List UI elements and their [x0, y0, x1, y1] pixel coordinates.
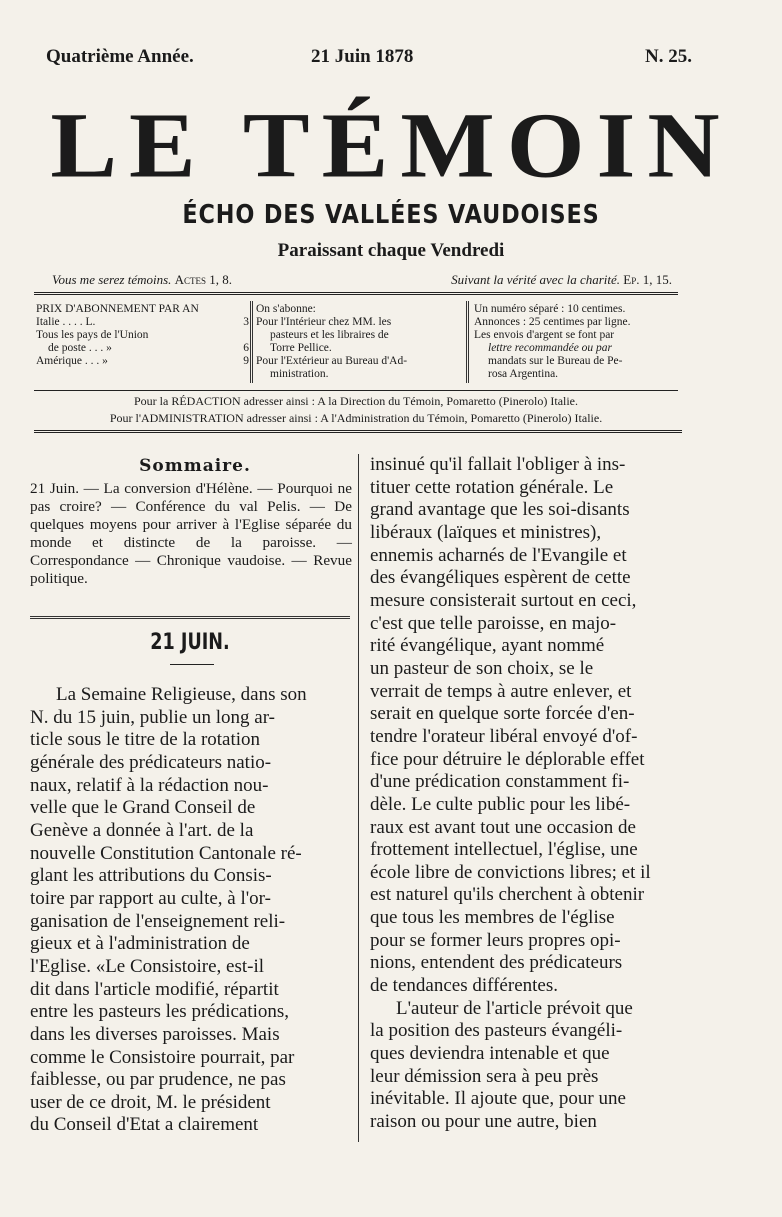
issue-date: 21 Juin 1878 [311, 46, 414, 67]
motto-left [52, 272, 232, 288]
article-line: leur démission sera à peu près [370, 1065, 599, 1087]
article-line: entre les pasteurs les prédications, [30, 1001, 290, 1023]
rates-column: Un numéro séparé : 10 centimes. Annonces : 25 centimes par ligne. Les envois d'argent se font par lettre recommandée ou par mandats sur le Bureau de Pe- rosa Argentina. [474, 303, 631, 380]
price-row: de poste . . . » 6 [48, 342, 249, 354]
article-line: nouvelle Constitution Cantonale ré- [30, 842, 302, 864]
motto-right-text: Suivant la vérité avec la charité. [451, 272, 621, 287]
price-column [36, 303, 249, 368]
article-line: dans les diverses paroisses. Mais [30, 1023, 280, 1045]
article-line: ticle sous le titre de la rotation [30, 729, 261, 751]
article-line: d'une prédication constamment fi- [370, 771, 630, 793]
article-line: faiblesse, ou par prudence, ne pas [30, 1069, 286, 1091]
article-line: générale des prédicateurs natio- [30, 751, 272, 773]
subscription-box [34, 292, 678, 391]
price-row: Italie . . . . L. 3 [36, 316, 249, 328]
issue-year: Quatrième Année. [46, 46, 194, 67]
price-title: PRIX D'ABONNEMENT PAR AN [36, 303, 199, 315]
sommaire-title: Sommaire. [139, 456, 251, 476]
article-line: comme le Consistoire pourrait, par [30, 1046, 295, 1068]
article-line: un pasteur de son choix, se le [370, 657, 594, 679]
article-line: nions, entendent des prédicateurs [370, 952, 623, 974]
article-line: grand avantage que les soi-disants [370, 499, 630, 521]
article-column-right [370, 454, 692, 1134]
motto-right [451, 272, 672, 288]
article-line: verrait de temps à autre enlever, et [370, 680, 632, 702]
article-line: libéraux (laïques et ministres), [370, 521, 602, 543]
divider [30, 616, 350, 619]
article-line: c'est que telle paroisse, en majo- [370, 612, 617, 634]
article-line: du Conseil d'Etat a clairement [30, 1114, 259, 1136]
article-line: école libre de convictions libres; et il [370, 861, 651, 883]
article-title: 21 JUIN. [150, 630, 230, 655]
title-dash [170, 664, 214, 665]
masthead-title: LE TÉMOIN [50, 93, 732, 198]
sommaire-text: 21 Juin. — La conversion d'Hélène. — Pourquoi ne pas croire? — Conférence du val Pelis. — De quelques moyens pour arriver à l'Eglise séparée du monde et distincte de la paroisse. — Correspondance — Chronique vaudoise. — Revue politique. [30, 480, 352, 587]
article-line: dèle. Le culte public pour les libé- [370, 793, 631, 815]
column-divider [250, 301, 253, 383]
article-column-left [30, 684, 350, 1137]
administration-address: Pour l'ADMINISTRATION adresser ainsi : A l'Administration du Témoin, Pomaretto (Pinerolo) Italie. [109, 411, 603, 425]
article-line: naux, relatif à la rédaction nou- [30, 774, 269, 796]
article-line: mesure consisterait surtout en ceci, [370, 589, 637, 611]
article-line: inévitable. Il ajoute que, pour une [370, 1088, 626, 1110]
column-divider [466, 301, 469, 383]
subscribe-column: On s'abonne: Pour l'Intérieur chez MM. les pasteurs et les libraires de Torre Pellice. Pour l'Extérieur au Bureau d'Ad- ministration. [256, 303, 408, 380]
article-line: des évangéliques espèrent de cette [370, 567, 631, 589]
price-row: Amérique . . . » 9 [36, 355, 249, 367]
masthead-subtitle: ÉCHO DES VALLÉES VAUDOISES [182, 200, 600, 230]
article-line: ennemis acharnés de l'Evangile et [370, 544, 627, 566]
motto-right-ref: Ep. 1, 15. [623, 272, 672, 287]
article-line: rité évangélique, ayant nommé [370, 635, 605, 657]
motto-left-ref: Actes 1, 8. [174, 272, 233, 287]
article-line: serait en quelque sorte forcée d'en- [370, 703, 635, 725]
article-line: pour se former leurs propres opi- [370, 929, 621, 951]
article-line: ques deviendra intenable et que [370, 1043, 610, 1065]
article-line: ganisation de l'enseignement reli- [30, 910, 286, 932]
article-line: gieux et à l'administration de [30, 933, 250, 955]
issue-number: N. 25. [645, 46, 692, 67]
article-line: dit dans l'article modifié, répartit [30, 978, 279, 1000]
article-line: user de ce droit, M. le président [30, 1091, 271, 1113]
divider [34, 430, 682, 433]
article-line: raison ou pour une autre, bien [370, 1111, 597, 1133]
article-line: toire par rapport au culte, à l'or- [30, 887, 271, 909]
article-line: tituer cette rotation générale. Le [370, 476, 614, 498]
article-line: raux est avant tout une occasion de [370, 816, 636, 838]
article-line: L'auteur de l'article prévoit que [396, 997, 633, 1019]
article-line: La Semaine Religieuse, dans son [56, 684, 307, 705]
article-line: tendre l'orateur libéral envoyé d'of- [370, 725, 638, 747]
redaction-address: Pour la RÉDACTION adresser ainsi : A la Direction du Témoin, Pomaretto (Pinerolo) Italie. [133, 394, 579, 408]
article-line: fice pour détruire le déplorable effet [370, 748, 645, 770]
article-line: de tendances différentes. [370, 975, 558, 997]
motto-left-text: Vous me serez témoins. [52, 272, 172, 287]
column-rule [358, 454, 359, 1142]
article-line: Genève a donnée à l'art. de la [30, 819, 254, 841]
article-line: est naturel qu'ils cherchent à obtenir [370, 884, 645, 906]
article-line: velle que le Grand Conseil de [30, 797, 256, 819]
article-line: que tous les membres de l'église [370, 907, 615, 929]
masthead-tagline: Paraissant chaque Vendredi [277, 240, 505, 261]
article-line: frottement intellectuel, l'église, une [370, 839, 638, 861]
article-line: la position des pasteurs évangéli- [370, 1020, 623, 1042]
article-line: glant les attributions du Consis- [30, 865, 272, 887]
price-row: Tous les pays de l'Union [36, 329, 149, 341]
issue-header [46, 46, 692, 74]
article-line: l'Eglise. «Le Consistoire, est-il [30, 955, 265, 977]
article-line: N. du 15 juin, publie un long ar- [30, 706, 276, 728]
article-line: insinué qu'il fallait l'obliger à ins- [370, 454, 626, 475]
